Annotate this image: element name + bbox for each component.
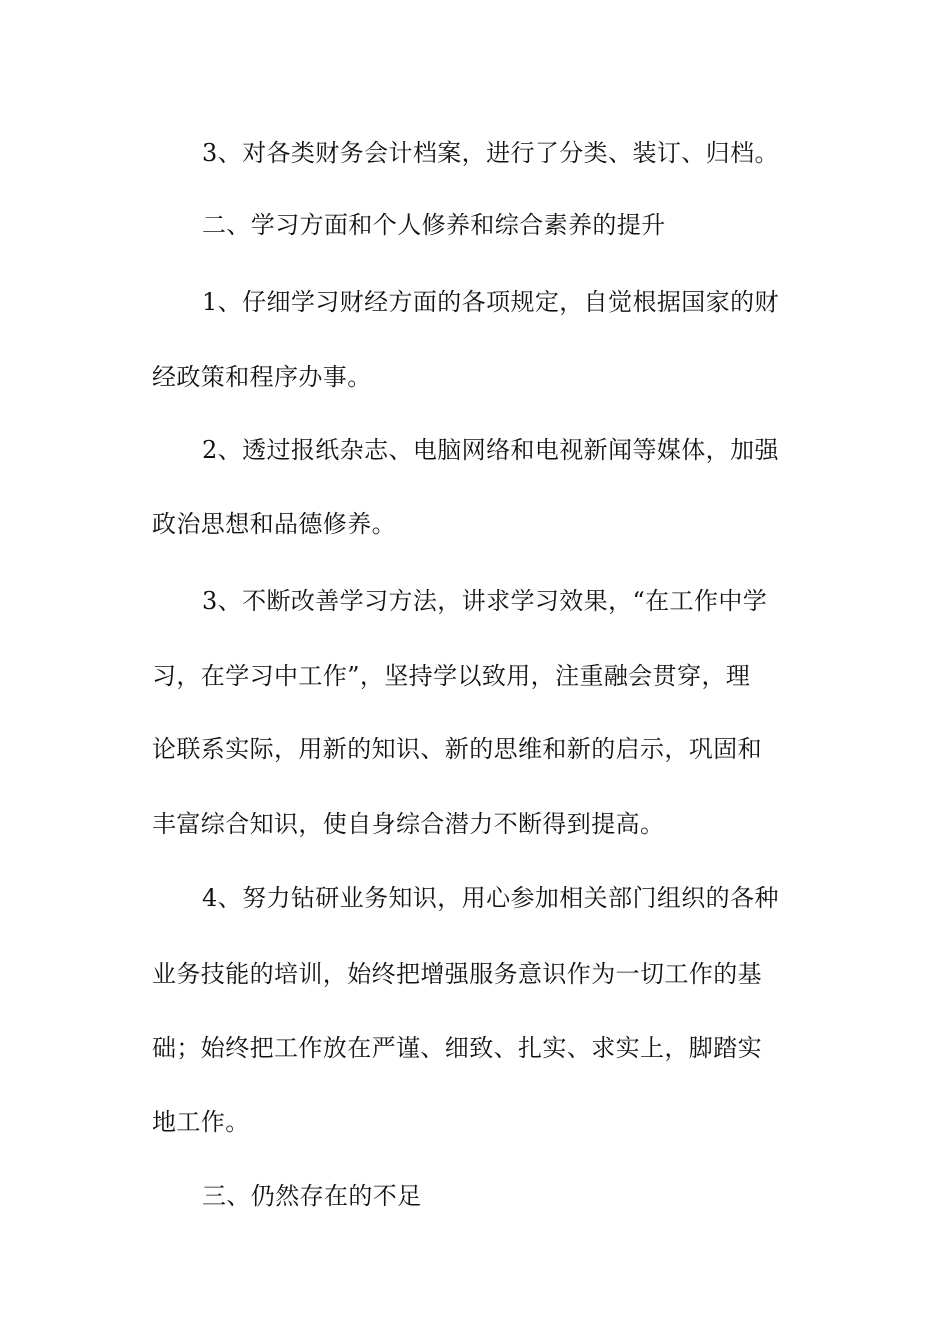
section-heading: 二、学习方面和个人修养和综合素养的提升 bbox=[202, 211, 666, 239]
text-line: 政治思想和品德修养。 bbox=[152, 510, 396, 538]
text-line: 论联系实际，用新的知识、新的思维和新的启示，巩固和 bbox=[152, 735, 762, 763]
section-heading: 三、仍然存在的不足 bbox=[202, 1182, 422, 1210]
text-line: 丰富综合知识，使自身综合潜力不断得到提高。 bbox=[152, 810, 665, 838]
text-line: 地工作。 bbox=[152, 1108, 250, 1136]
text-line: 2、透过报纸杂志、电脑网络和电视新闻等媒体，加强 bbox=[202, 436, 779, 464]
text-line: 1、仔细学习财经方面的各项规定，自觉根据国家的财 bbox=[202, 288, 779, 316]
text-line: 经政策和程序办事。 bbox=[152, 363, 372, 391]
text-line: 3、不断改善学习方法，讲求学习效果，“在工作中学 bbox=[202, 587, 768, 615]
text-line: 3、对各类财务会计档案，进行了分类、装订、归档。 bbox=[202, 139, 779, 167]
text-line: 础；始终把工作放在严谨、细致、扎实、求实上，脚踏实 bbox=[152, 1034, 762, 1062]
text-line: 业务技能的培训，始终把增强服务意识作为一切工作的基 bbox=[152, 960, 762, 988]
text-line: 习，在学习中工作”，坚持学以致用，注重融会贯穿，理 bbox=[152, 662, 751, 690]
text-line: 4、努力钻研业务知识，用心参加相关部门组织的各种 bbox=[202, 884, 779, 912]
